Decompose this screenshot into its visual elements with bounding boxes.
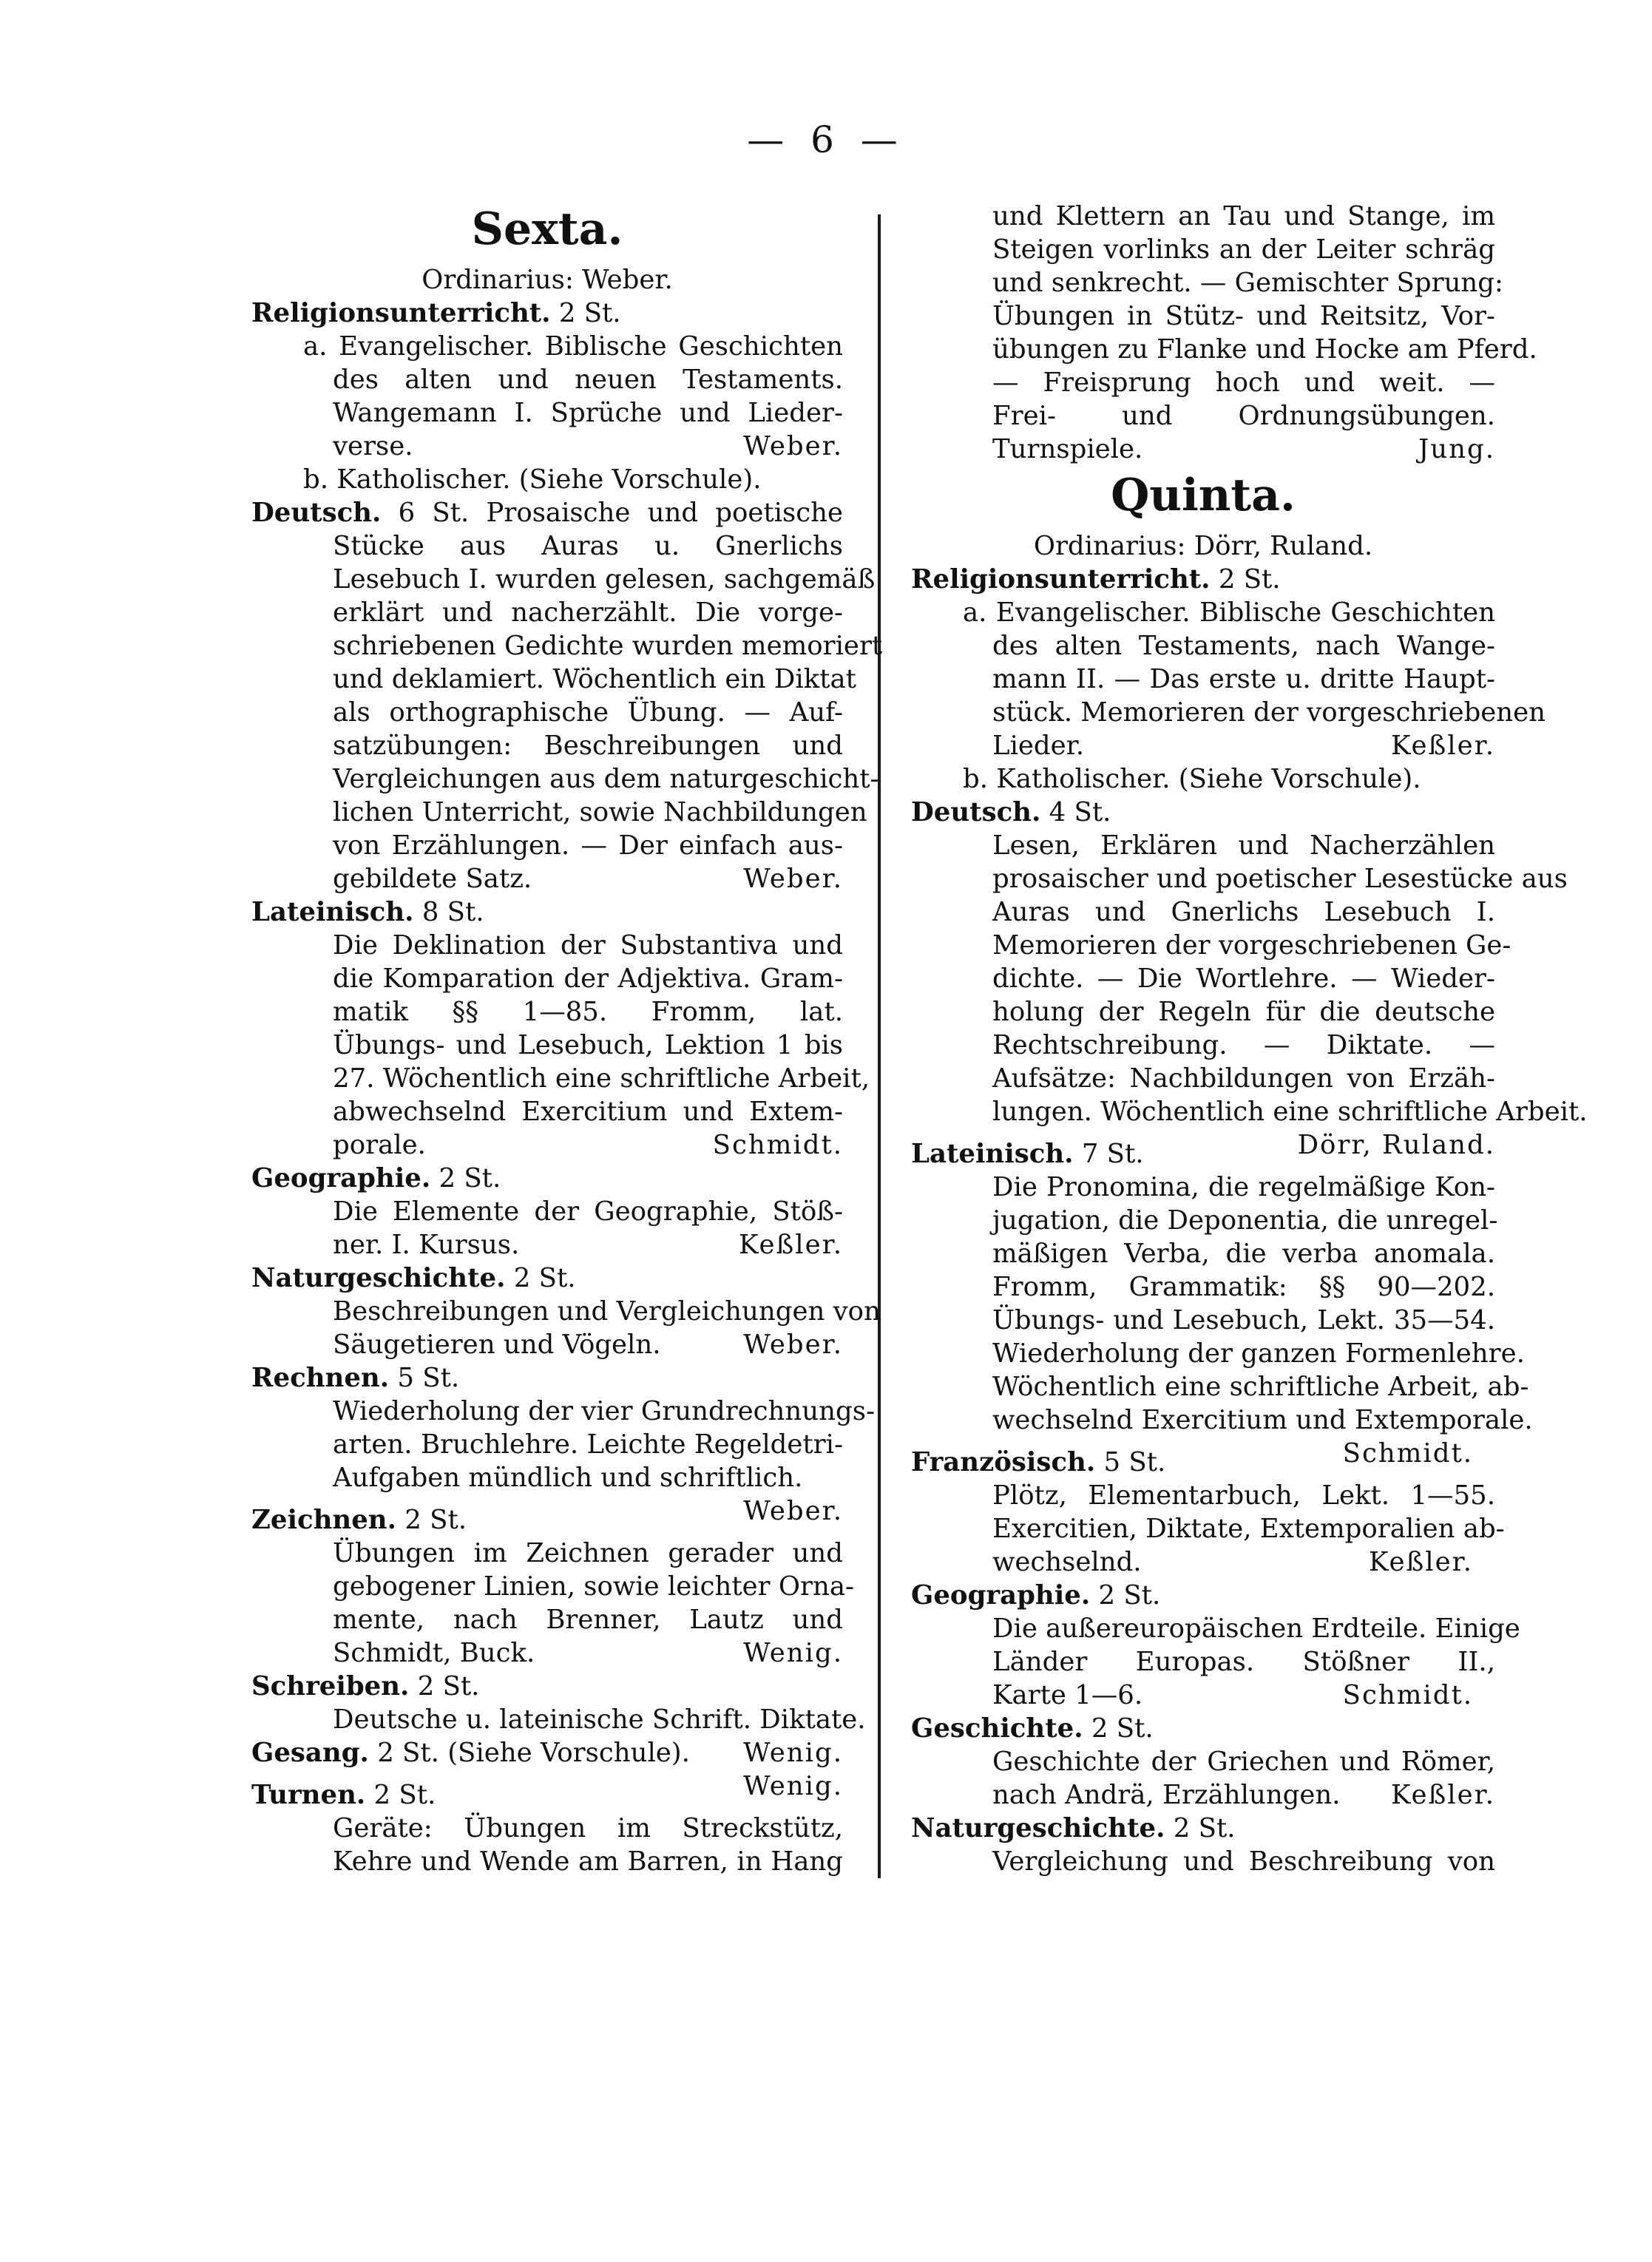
text-line: Fromm, Grammatik: §§ 90—202.	[992, 1272, 1495, 1302]
subject-title: Gesang.	[251, 1738, 369, 1768]
text-line	[251, 862, 843, 895]
text-line: Die Elemente der Geographie, Stöß-	[333, 1196, 843, 1227]
text-line: Deutsche u. lateinische Schrift. Diktate.	[333, 1704, 866, 1735]
text-line: die Komparation der Adjektiva. Gram-	[333, 964, 843, 994]
text-line: dichte. — Die Wortlehre. — Wieder-	[992, 964, 1495, 994]
teacher-name: Keßler.	[1390, 1780, 1495, 1810]
subject-hours: 2 St.	[558, 298, 621, 328]
teacher-name: Wenig.	[743, 1638, 843, 1668]
subject-title: Religionsunterricht.	[251, 298, 551, 328]
text-line: jugation, die Deponentia, die unregel-	[992, 1205, 1498, 1236]
text-line: Aufgaben mündlich und schriftlich.	[333, 1463, 803, 1493]
subject-naturgeschichte	[911, 1812, 1495, 1845]
text-line: holung der Regeln für die deutsche	[992, 997, 1495, 1027]
ordinarius-line: Ordinarius: Dörr, Ruland.	[1033, 531, 1373, 561]
text-line: Memorieren der vorgeschriebenen Ge-	[992, 930, 1511, 961]
subject-rechnen	[251, 1361, 843, 1395]
subject-hours: 2 St.	[404, 1505, 467, 1535]
subject-title: Naturgeschichte.	[911, 1813, 1165, 1843]
text-segment: porale.	[333, 1130, 426, 1160]
teacher-name: Keßler.	[1390, 731, 1495, 761]
text-segment: Prosaische und poetische	[486, 498, 843, 528]
subject-hours: 6 St.	[398, 498, 470, 528]
text-segment: Schmidt, Buck.	[333, 1638, 535, 1668]
subject-hours: 2 St.	[1091, 1713, 1154, 1744]
text-line: mäßigen Verba, die verba anomala.	[992, 1239, 1495, 1269]
text-line	[911, 729, 1495, 762]
left-column	[251, 200, 883, 1878]
subject-hours: 2 St.	[1098, 1580, 1161, 1611]
text-line: Länder Europas. Stößner II.,	[992, 1647, 1495, 1677]
text-segment: Karte 1—6.	[992, 1680, 1143, 1710]
text-line: Die außereuropäischen Erdteile. Einige	[992, 1613, 1520, 1644]
section-heading-sexta: Sexta.	[471, 203, 623, 255]
text-line: lungen. Wöchentlich eine schriftliche Arbeit.	[992, 1097, 1588, 1127]
text-line: des alten und neuen Testaments.	[333, 365, 843, 395]
subject-deutsch	[911, 796, 1495, 829]
text-line	[911, 433, 1495, 466]
text-line: prosaischer und poetischer Lesestücke aus	[992, 864, 1568, 894]
text-line: matik §§ 1—85. Fromm, lat.	[333, 997, 843, 1027]
text-line: Geschichte der Griechen und Römer,	[992, 1747, 1495, 1777]
subject-hours: 5 St.	[397, 1363, 460, 1393]
text-line	[911, 1545, 1495, 1579]
text-line: und Klettern an Tau und Stange, im	[992, 201, 1495, 231]
text-line: b. Katholischer. (Siehe Vorschule).	[303, 464, 762, 495]
text-line: Frei- und Ordnungsübungen.	[992, 401, 1495, 431]
subject-title: Lateinisch.	[251, 897, 414, 927]
text-line: lichen Unterricht, sowie Nachbildungen	[333, 797, 867, 827]
text-line: arten. Bruchlehre. Leichte Regeldetri-	[333, 1429, 843, 1460]
text-line: Lesen, Erklären und Nacherzählen	[992, 830, 1495, 861]
text-line: des alten Testaments, nach Wange-	[992, 631, 1495, 661]
text-line: Steigen vorlinks an der Leiter schräg	[992, 234, 1495, 265]
subject-hours: 7 St.	[1081, 1139, 1144, 1169]
text-segment: wechselnd.	[992, 1547, 1142, 1577]
text-line: Vergleichungen aus dem naturgeschicht-	[333, 764, 879, 794]
column-divider	[878, 214, 881, 1878]
text-line	[251, 1228, 843, 1262]
teacher-name: Weber.	[743, 431, 843, 461]
text-line: wechselnd Exercitium und Extemporale.	[992, 1405, 1533, 1435]
teacher-name: Wenig.	[743, 1771, 843, 1801]
subject-title: Zeichnen.	[251, 1505, 396, 1535]
text-line: Plötz, Elementarbuch, Lekt. 1—55.	[992, 1480, 1495, 1511]
subject-title: Turnen.	[251, 1780, 366, 1810]
subject-title: Religionsunterricht.	[911, 564, 1211, 595]
teacher-name: Weber.	[743, 1330, 843, 1360]
text-line: Lesebuch I. wurden gelesen, sachgemäß	[333, 564, 876, 595]
text-line: stück. Memorieren der vorgeschriebenen	[992, 697, 1546, 728]
text-line: a. Evangelischer. Biblische Geschichten	[963, 597, 1495, 628]
subject-geographie	[911, 1579, 1495, 1612]
teacher-name: Keßler.	[738, 1230, 843, 1260]
text-segment: Säugetieren und Vögeln.	[333, 1330, 661, 1360]
text-line: Vergleichung und Beschreibung von	[992, 1846, 1495, 1877]
subject-title: Deutsch.	[911, 797, 1041, 827]
text-line: Geräte: Übungen im Streckstütz,	[333, 1813, 843, 1843]
text-line: Übungs- und Lesebuch, Lektion 1 bis	[333, 1030, 843, 1060]
subject-latein	[251, 895, 843, 929]
teacher-name: Schmidt.	[712, 1130, 843, 1160]
text-line: schriebenen Gedichte wurden memoriert	[333, 631, 883, 661]
subject-geographie	[251, 1162, 843, 1195]
subject-hours: 8 St.	[422, 897, 484, 927]
text-line	[911, 1679, 1495, 1712]
ordinarius-line: Ordinarius: Weber.	[422, 265, 673, 295]
text-line	[911, 1778, 1495, 1812]
text-line: — Freisprung hoch und weit. —	[992, 368, 1495, 398]
teacher-name: Wenig.	[743, 1738, 843, 1768]
subject-title: Französisch.	[911, 1447, 1096, 1477]
subject-title: Rechnen.	[251, 1363, 390, 1393]
text-line: übungen zu Flanke und Hocke am Pferd.	[992, 334, 1537, 365]
text-segment: gebildete Satz.	[333, 864, 532, 894]
text-line: gebogener Linien, sowie leichter Orna-	[333, 1571, 854, 1602]
text-line: Übungen in Stütz- und Reitsitz, Vor-	[992, 301, 1495, 331]
text-line: Übungs- und Lesebuch, Lekt. 35—54.	[992, 1305, 1495, 1335]
text-segment: verse.	[333, 431, 413, 461]
text-line: satzübungen: Beschreibungen und	[333, 731, 843, 761]
text-line: Kehre und Wende am Barren, in Hang	[333, 1846, 843, 1877]
text-line: mente, nach Brenner, Lautz und	[333, 1605, 843, 1635]
text-line: Wangemann I. Sprüche und Lieder-	[333, 398, 843, 428]
text-line: Übungen im Zeichnen gerader und	[333, 1538, 843, 1568]
text-segment: nach Andrä, Erzählungen.	[992, 1780, 1341, 1810]
text-line: als orthographische Übung. — Auf-	[333, 697, 843, 728]
teacher-name: Weber.	[743, 864, 843, 894]
text-line: Beschreibungen und Vergleichungen von	[333, 1296, 881, 1327]
text-line: a. Evangelischer. Biblische Geschichten	[303, 331, 843, 362]
teacher-name: Schmidt.	[1342, 1680, 1473, 1710]
text-line: b. Katholischer. (Siehe Vorschule).	[963, 764, 1421, 794]
subject-title: Geographie.	[251, 1163, 431, 1193]
subject-hours: 2 St.	[439, 1163, 501, 1193]
subject-title: Geographie.	[911, 1580, 1091, 1611]
text-line	[251, 1636, 843, 1670]
text-line: Exercitien, Diktate, Extemporalien ab-	[992, 1514, 1505, 1544]
subject-schreiben	[251, 1670, 843, 1703]
text-line: und deklamiert. Wöchentlich ein Diktat	[333, 664, 856, 694]
text-line: Die Pronomina, die regelmäßige Kon-	[992, 1172, 1495, 1202]
text-line: von Erzählungen. — Der einfach aus-	[333, 830, 843, 861]
subject-hours: 2 St.	[417, 1671, 480, 1701]
subject-title: Deutsch.	[251, 498, 382, 528]
subject-hours: 4 St.	[1049, 797, 1111, 827]
text-line: Wiederholung der vier Grundrechnungs-	[333, 1396, 875, 1426]
text-line	[251, 1128, 843, 1162]
subject-hours: 5 St.	[1103, 1447, 1166, 1477]
subject-hours: 2 St.	[1218, 564, 1281, 595]
subject-hours: 2 St.	[1173, 1813, 1236, 1843]
text-line: erklärt und nacherzählt. Die vorge-	[333, 597, 843, 628]
text-line: Rechtschreibung. — Diktate. —	[992, 1030, 1495, 1060]
subject-title: Schreiben.	[251, 1671, 410, 1701]
section-heading-quinta: Quinta.	[1111, 470, 1296, 521]
text-line: Wiederholung der ganzen Formenlehre.	[992, 1338, 1525, 1369]
subject-hours: 2 St. (Siehe Vorschule).	[377, 1738, 690, 1768]
subject-title: Geschichte.	[911, 1713, 1083, 1744]
teacher-name: Schmidt.	[1342, 1438, 1473, 1469]
subject-religion	[251, 297, 843, 330]
subject-religion	[911, 563, 1495, 596]
text-line: Die Deklination der Substantiva und	[333, 930, 843, 961]
teacher-name: Weber.	[743, 1496, 843, 1526]
text-line: 27. Wöchentlich eine schriftliche Arbeit,	[333, 1063, 870, 1094]
teacher-name: Jung.	[1418, 434, 1495, 464]
teacher-name: Dörr, Ruland.	[1297, 1130, 1495, 1160]
text-segment: Turnspiele.	[992, 434, 1143, 464]
text-line	[251, 430, 843, 463]
subject-title: Naturgeschichte.	[251, 1263, 506, 1293]
text-line	[251, 1328, 843, 1361]
text-segment: Lieder.	[992, 731, 1085, 761]
text-line: abwechselnd Exercitium und Extem-	[333, 1097, 843, 1127]
text-line: Aufsätze: Nachbildungen von Erzäh-	[992, 1063, 1495, 1094]
text-line: Wöchentlich eine schriftliche Arbeit, ab-	[992, 1372, 1529, 1402]
right-column	[911, 200, 1588, 1878]
text-line: Stücke aus Auras u. Gnerlichs	[333, 531, 843, 561]
teacher-name: Keßler.	[1368, 1547, 1473, 1577]
text-line: und senkrecht. — Gemischter Sprung:	[992, 268, 1503, 298]
subject-deutsch	[251, 496, 843, 529]
text-line: Auras und Gnerlichs Lesebuch I.	[992, 897, 1495, 927]
subject-naturgeschichte	[251, 1262, 843, 1295]
subject-hours: 2 St.	[373, 1780, 436, 1810]
subject-hours: 2 St.	[513, 1263, 576, 1293]
text-line: mann II. — Das erste u. dritte Haupt-	[992, 664, 1495, 694]
subject-geschichte	[911, 1712, 1495, 1745]
subject-title: Lateinisch.	[911, 1139, 1074, 1169]
page-number: — 6 —	[747, 118, 905, 161]
text-segment: ner. I. Kursus.	[333, 1230, 520, 1260]
